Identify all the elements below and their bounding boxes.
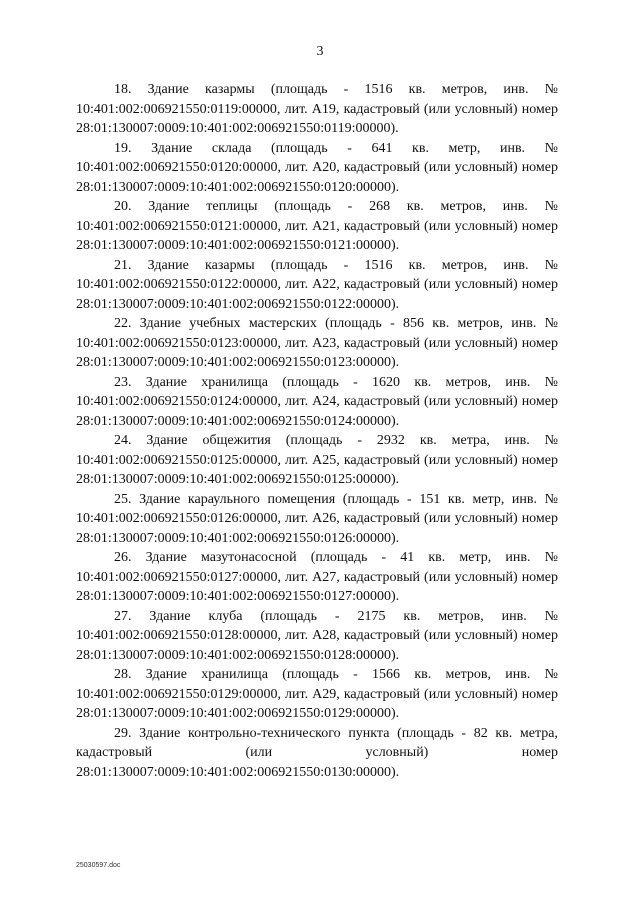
list-item: 28. Здание хранилища (площадь - 1566 кв. метров, инв. № 10:401:002:006921550:0129:00000, лит. А29, кадастровый (или условный) номер 28:01:130007:0009:10:401:002:006921550:0129:00000). xyxy=(76,667,558,721)
list-item: 19. Здание склада (площадь - 641 кв. метр, инв. № 10:401:002:006921550:0120:00000, лит. А20, кадастровый (или условный) номер 28:01:130007:0009:10:401:002:006921550:0120:00000). xyxy=(76,140,558,195)
list-item: 23. Здание хранилища (площадь - 1620 кв. метров, инв. № 10:401:002:006921550:0124:00000, лит. А24, кадастровый (или условный) номер 28:01:130007:0009:10:401:002:006921550:0124:00000). xyxy=(76,374,558,429)
footer-filename: 25030597.doc xyxy=(76,862,121,869)
list-item: 21. Здание казармы (площадь - 1516 кв. метров, инв. № 10:401:002:006921550:0122:00000, лит. А22, кадастровый (или условный) номер 28:01:130007:0009:10:401:002:006921550:0122:00000). xyxy=(76,257,558,312)
page-number: 3 xyxy=(316,44,324,59)
list-item: 29. Здание контрольно-технического пункта (площадь - 82 кв. метра, кадастровый (или условный) номер 28:01:130007:0009:10:401:002:006921550:0130:00000). xyxy=(76,725,558,780)
list-item: 27. Здание клуба (площадь - 2175 кв. метров, инв. № 10:401:002:006921550:0128:00000, лит. А28, кадастровый (или условный) номер 28:01:130007:0009:10:401:002:006921550:0128:00000). xyxy=(76,608,558,663)
list-item: 26. Здание мазутонасосной (площадь - 41 кв. метр, инв. № 10:401:002:006921550:0127:00000, лит. А27, кадастровый (или условный) номер 28:01:130007:0009:10:401:002:006921550:0127:00000). xyxy=(76,550,558,604)
list-item: 25. Здание караульного помещения (площадь - 151 кв. метр, инв. № 10:401:002:006921550:0126:00000, лит. А26, кадастровый (или условный) номер 28:01:130007:0009:10:401:002:006921550:0126:00000). xyxy=(76,491,558,546)
list-item: 18. Здание казармы (площадь - 1516 кв. метров, инв. № 10:401:002:006921550:0119:00000, лит. А19, кадастровый (или условный) номер 28:01:130007:0009:10:401:002:006921550:0119:00000). xyxy=(76,82,558,136)
property-list xyxy=(76,80,558,782)
list-item: 20. Здание теплицы (площадь - 268 кв. метров, инв. № 10:401:002:006921550:0121:00000, лит. А21, кадастровый (или условный) номер 28:01:130007:0009:10:401:002:006921550:0121:00000). xyxy=(76,199,558,253)
list-item: 24. Здание общежития (площадь - 2932 кв. метра, инв. № 10:401:002:006921550:0125:00000, лит. А25, кадастровый (или условный) номер 28:01:130007:0009:10:401:002:006921550:0125:00000). xyxy=(76,433,558,487)
list-item: 22. Здание учебных мастерских (площадь - 856 кв. метров, инв. № 10:401:002:006921550:0123:00000, лит. А23, кадастровый (или условный) номер 28:01:130007:0009:10:401:002:006921550:0123:00000). xyxy=(76,316,558,370)
